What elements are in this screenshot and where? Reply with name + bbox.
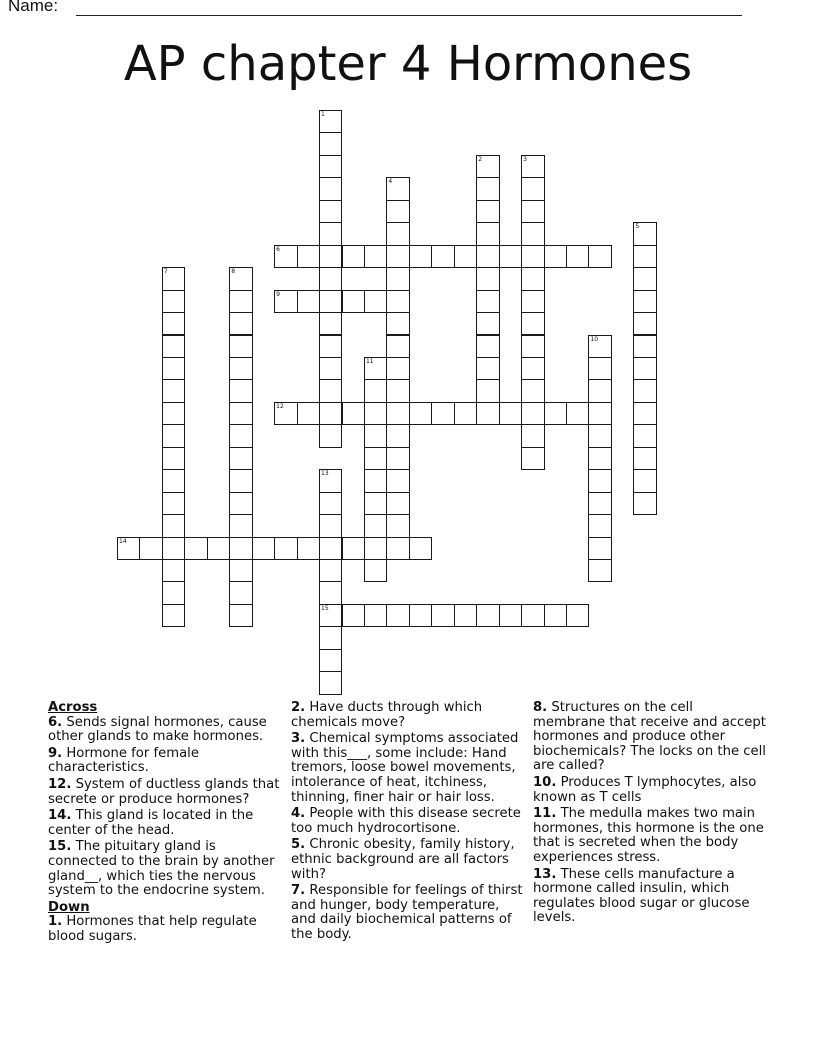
- crossword-cell[interactable]: [521, 245, 544, 268]
- crossword-cell[interactable]: [162, 335, 185, 358]
- clue-text: Chronic obesity, family history, ethnic background are all factors with?: [291, 837, 515, 882]
- crossword-cell[interactable]: [633, 290, 656, 313]
- crossword-cell[interactable]: [386, 537, 409, 560]
- crossword-cell[interactable]: [229, 335, 252, 358]
- crossword-cell[interactable]: [162, 469, 185, 492]
- clue-number: 12.: [48, 776, 72, 792]
- crossword-cell[interactable]: [162, 604, 185, 627]
- crossword-cell[interactable]: [588, 447, 611, 470]
- crossword-cell[interactable]: [364, 604, 387, 627]
- clue-number: 14.: [48, 808, 72, 824]
- crossword-cell[interactable]: [184, 537, 207, 560]
- crossword-cell[interactable]: [521, 357, 544, 380]
- crossword-cell[interactable]: [633, 357, 656, 380]
- crossword-cell[interactable]: [521, 267, 544, 290]
- crossword-cell[interactable]: [162, 537, 185, 560]
- crossword-cell[interactable]: [588, 469, 611, 492]
- crossword-cell[interactable]: [319, 335, 342, 358]
- crossword-cell[interactable]: [476, 604, 499, 627]
- across-heading: Across: [48, 700, 98, 715]
- crossword-cell[interactable]: [162, 559, 185, 582]
- clue-number-label: 9: [276, 290, 280, 298]
- crossword-cell[interactable]: [319, 312, 342, 335]
- crossword-cell[interactable]: [454, 402, 477, 425]
- clue-text: These cells manufacture a hormone called insulin, which regulates blood sugar or glucose levels.: [533, 866, 750, 926]
- crossword-cell[interactable]: [588, 537, 611, 560]
- clue-down-8: [533, 701, 769, 774]
- clue-across-15: [48, 840, 280, 898]
- crossword-cell[interactable]: [431, 402, 454, 425]
- clue-across-9: [48, 747, 280, 776]
- clue-number: 6.: [48, 714, 63, 730]
- crossword-cell[interactable]: [364, 379, 387, 402]
- clue-text: This gland is located in the center of the head.: [48, 808, 254, 838]
- crossword-cell[interactable]: [588, 424, 611, 447]
- page-title: AP chapter 4 Hormones: [123, 36, 693, 92]
- crossword-cell[interactable]: [521, 177, 544, 200]
- clue-text: Responsible for feelings of thirst and hunger, body temperature, and daily biochemical patterns of the body.: [291, 883, 523, 942]
- crossword-cell[interactable]: [521, 335, 544, 358]
- clue-number-label: 1: [321, 111, 325, 118]
- crossword-cell[interactable]: [476, 357, 499, 380]
- crossword-cell[interactable]: [521, 604, 544, 627]
- crossword-cell[interactable]: [476, 245, 499, 268]
- crossword-cell[interactable]: [386, 335, 409, 358]
- crossword-cell[interactable]: [162, 267, 185, 290]
- crossword-cell[interactable]: [386, 492, 409, 515]
- crossword-cell[interactable]: [162, 514, 185, 537]
- crossword-cell[interactable]: [476, 312, 499, 335]
- crossword-cell[interactable]: [364, 357, 387, 380]
- crossword-cell[interactable]: [476, 200, 499, 223]
- clue-down-13: [533, 868, 769, 926]
- crossword-cell[interactable]: [409, 537, 432, 560]
- crossword-cell[interactable]: [386, 245, 409, 268]
- crossword-cell[interactable]: [633, 335, 656, 358]
- crossword-cell[interactable]: [633, 492, 656, 515]
- crossword-cell[interactable]: [229, 357, 252, 380]
- crossword-cell[interactable]: [386, 177, 409, 200]
- clue-number: 3.: [291, 731, 306, 747]
- crossword-cell[interactable]: [229, 604, 252, 627]
- clue-text: Structures on the cell membrane that receive and accept hormones and produce other biochemicals? The locks on the cell are called?: [533, 700, 766, 774]
- crossword-cell[interactable]: [386, 447, 409, 470]
- crossword-cell[interactable]: [319, 626, 342, 649]
- crossword-cell[interactable]: [342, 290, 365, 313]
- crossword-cell[interactable]: [229, 402, 252, 425]
- crossword-cell[interactable]: [162, 581, 185, 604]
- crossword-cell[interactable]: [229, 447, 252, 470]
- clue-text: Chemical symptoms associated with this___, some include: Hand tremors, loose bowel movements, intolerance of heat, itchiness, thinning, finer hair or hair loss.: [291, 731, 519, 805]
- crossword-cell[interactable]: [544, 245, 567, 268]
- clue-number: 5.: [291, 837, 306, 853]
- clue-text: Hormones that help regulate blood sugars.: [48, 914, 257, 944]
- crossword-cell[interactable]: [386, 379, 409, 402]
- crossword-cell[interactable]: [521, 424, 544, 447]
- clue-down-4: [291, 807, 523, 836]
- crossword-cell[interactable]: [633, 222, 656, 245]
- clue-number: 10.: [533, 774, 557, 790]
- crossword-cell[interactable]: [633, 424, 656, 447]
- crossword-cell[interactable]: [499, 604, 522, 627]
- crossword-cell[interactable]: [319, 581, 342, 604]
- clue-text: People with this disease secrete too much hydrocortisone.: [291, 806, 521, 836]
- clue-number-label: 2: [478, 155, 483, 163]
- clue-number-label: 4: [388, 178, 393, 186]
- crossword-cell[interactable]: [319, 469, 342, 492]
- crossword-cell[interactable]: [319, 559, 342, 582]
- crossword-cell[interactable]: [342, 245, 365, 268]
- clue-number: 7.: [291, 883, 306, 899]
- crossword-cell[interactable]: [409, 402, 432, 425]
- clue-across-14: [48, 809, 280, 838]
- crossword-cell[interactable]: [229, 424, 252, 447]
- crossword-cell[interactable]: [633, 379, 656, 402]
- crossword-cell[interactable]: [319, 604, 342, 627]
- clue-text: Have ducts through which chemicals move?: [291, 700, 483, 730]
- crossword-cell[interactable]: [588, 492, 611, 515]
- clue-down-10: [533, 776, 769, 805]
- crossword-cell[interactable]: [588, 559, 611, 582]
- crossword-cell[interactable]: [229, 492, 252, 515]
- crossword-cell[interactable]: [162, 447, 185, 470]
- crossword-cell[interactable]: [521, 312, 544, 335]
- crossword-cell[interactable]: [476, 267, 499, 290]
- crossword-cell[interactable]: [162, 424, 185, 447]
- crossword-cell[interactable]: [229, 267, 252, 290]
- crossword-cell[interactable]: [431, 245, 454, 268]
- crossword-cell[interactable]: [633, 447, 656, 470]
- crossword-cell[interactable]: [139, 537, 162, 560]
- clue-number-label: 8: [231, 268, 236, 276]
- clue-down-2: [291, 701, 523, 730]
- crossword-cell[interactable]: [319, 222, 342, 245]
- clues-column-2: [291, 701, 523, 945]
- crossword-cell[interactable]: [319, 245, 342, 268]
- crossword-cell[interactable]: [588, 245, 611, 268]
- crossword-cell[interactable]: [229, 469, 252, 492]
- clue-text: The medulla makes two main hormones, this hormone is the one that is secreted when the body experiences stress.: [533, 806, 764, 865]
- crossword-cell[interactable]: [229, 581, 252, 604]
- crossword-cell[interactable]: [319, 402, 342, 425]
- crossword-cell[interactable]: [162, 357, 185, 380]
- crossword-cell[interactable]: [364, 402, 387, 425]
- crossword-cell[interactable]: [319, 132, 342, 155]
- clue-text: Hormone for female characteristics.: [48, 745, 199, 776]
- crossword-cell[interactable]: [544, 402, 567, 425]
- crossword-cell[interactable]: [162, 402, 185, 425]
- clues-column-1: [48, 701, 280, 947]
- crossword-cell[interactable]: [386, 514, 409, 537]
- crossword-cell[interactable]: [207, 537, 230, 560]
- crossword-cell[interactable]: [319, 267, 342, 290]
- crossword-cell[interactable]: [588, 379, 611, 402]
- clue-down-1: [48, 915, 280, 944]
- crossword-cell[interactable]: [162, 379, 185, 402]
- clue-number: 13.: [533, 866, 557, 882]
- crossword-cell[interactable]: [544, 604, 567, 627]
- crossword-cell[interactable]: [319, 537, 342, 560]
- crossword-cell[interactable]: [274, 402, 297, 425]
- crossword-cell[interactable]: [476, 222, 499, 245]
- crossword-cell[interactable]: [117, 537, 140, 560]
- crossword-cell[interactable]: [454, 604, 477, 627]
- crossword-cell[interactable]: [297, 537, 320, 560]
- crossword-cell[interactable]: [364, 290, 387, 313]
- crossword-cell[interactable]: [386, 424, 409, 447]
- crossword-cell[interactable]: [476, 335, 499, 358]
- clue-down-3: [291, 732, 523, 805]
- crossword-cell[interactable]: [386, 357, 409, 380]
- crossword-cell[interactable]: [319, 177, 342, 200]
- clue-number: 1.: [48, 914, 63, 930]
- clue-down-7: [291, 884, 523, 942]
- clue-number-label: 12: [276, 402, 284, 410]
- clue-text: The pituitary gland is connected to the brain by another gland__, which ties the nervous system to the endocrine system.: [48, 839, 275, 899]
- crossword-cell[interactable]: [588, 402, 611, 425]
- crossword-cell[interactable]: [364, 514, 387, 537]
- crossword-cell[interactable]: [162, 312, 185, 335]
- crossword-cell[interactable]: [342, 402, 365, 425]
- crossword-cell[interactable]: [521, 222, 544, 245]
- crossword-cell[interactable]: [319, 357, 342, 380]
- clue-down-11: [533, 807, 769, 865]
- crossword-cell[interactable]: [521, 155, 544, 178]
- crossword-cell[interactable]: [319, 514, 342, 537]
- crossword-cell[interactable]: [297, 245, 320, 268]
- crossword-cell[interactable]: [229, 312, 252, 335]
- crossword-cell[interactable]: [319, 155, 342, 178]
- clue-across-12: [48, 778, 280, 807]
- crossword-cell[interactable]: [364, 469, 387, 492]
- clue-down-5: [291, 838, 523, 882]
- clue-number: 2.: [291, 700, 306, 715]
- crossword-cell[interactable]: [476, 379, 499, 402]
- crossword-cell[interactable]: [409, 604, 432, 627]
- crossword-cell[interactable]: [364, 537, 387, 560]
- clue-number: 9.: [48, 745, 63, 761]
- clue-number-label: 6: [276, 245, 280, 253]
- crossword-cell[interactable]: [274, 537, 297, 560]
- crossword-cell[interactable]: [229, 379, 252, 402]
- crossword-cell[interactable]: [386, 402, 409, 425]
- clues-column-3: [533, 701, 769, 928]
- crossword-cell[interactable]: [364, 559, 387, 582]
- clue-text: System of ductless glands that secrete or produce hormones?: [48, 776, 280, 807]
- name-label: Name:: [8, 0, 59, 15]
- crossword-cell[interactable]: [386, 469, 409, 492]
- crossword-cell[interactable]: [252, 537, 275, 560]
- crossword-cell[interactable]: [342, 604, 365, 627]
- crossword-cell[interactable]: [229, 537, 252, 560]
- crossword-cell[interactable]: [386, 200, 409, 223]
- crossword-cell[interactable]: [588, 514, 611, 537]
- crossword-cell[interactable]: [566, 245, 589, 268]
- clue-number-label: 3: [523, 155, 527, 163]
- crossword-cell[interactable]: [499, 402, 522, 425]
- clue-text: Sends signal hormones, cause other glands to make hormones.: [48, 714, 267, 745]
- crossword-cell[interactable]: [521, 290, 544, 313]
- clue-across-6: [48, 716, 280, 745]
- clue-number-label: 10: [590, 335, 599, 343]
- clue-number: 8.: [533, 700, 548, 715]
- crossword-cell[interactable]: [319, 492, 342, 515]
- crossword-cell[interactable]: [319, 379, 342, 402]
- clue-number-label: 11: [365, 357, 374, 365]
- crossword-cell[interactable]: [386, 290, 409, 313]
- crossword-cell[interactable]: [409, 245, 432, 268]
- crossword-cell[interactable]: [319, 649, 342, 672]
- crossword-cell[interactable]: [588, 335, 611, 358]
- clue-number-label: 5: [635, 223, 640, 231]
- crossword-cell[interactable]: [476, 155, 499, 178]
- down-heading: Down: [48, 899, 90, 915]
- crossword-cell[interactable]: [319, 671, 342, 694]
- crossword-cell[interactable]: [566, 402, 589, 425]
- crossword-cell[interactable]: [319, 424, 342, 447]
- crossword-cell[interactable]: [521, 200, 544, 223]
- clue-number-label: 14: [119, 537, 127, 545]
- clue-number: 15.: [48, 839, 72, 855]
- crossword-cell[interactable]: [364, 424, 387, 447]
- crossword-cell[interactable]: [364, 245, 387, 268]
- crossword-cell[interactable]: [274, 245, 297, 268]
- clue-number-label: 13: [321, 470, 329, 478]
- crossword-cell[interactable]: [229, 290, 252, 313]
- crossword-cell[interactable]: [364, 492, 387, 515]
- clue-number: 11.: [533, 806, 557, 822]
- crossword-cell[interactable]: [229, 514, 252, 537]
- crossword-cell[interactable]: [297, 290, 320, 313]
- crossword-cell[interactable]: [386, 312, 409, 335]
- crossword-cell[interactable]: [566, 604, 589, 627]
- crossword-cell[interactable]: [386, 222, 409, 245]
- clue-number: 4.: [291, 806, 306, 822]
- clue-number-label: 15: [321, 604, 329, 612]
- crossword-cell[interactable]: [386, 604, 409, 627]
- crossword-cell[interactable]: [162, 290, 185, 313]
- crossword-cell[interactable]: [588, 357, 611, 380]
- crossword-cell[interactable]: [364, 447, 387, 470]
- crossword-cell[interactable]: [521, 379, 544, 402]
- crossword-cell[interactable]: [633, 469, 656, 492]
- crossword-cell[interactable]: [297, 402, 320, 425]
- crossword-cell[interactable]: [476, 402, 499, 425]
- crossword-cell[interactable]: [319, 200, 342, 223]
- crossword-cell[interactable]: [431, 604, 454, 627]
- crossword-cell[interactable]: [633, 402, 656, 425]
- crossword-cell[interactable]: [476, 177, 499, 200]
- crossword-cell[interactable]: [454, 245, 477, 268]
- clue-text: Produces T lymphocytes, also known as T cells: [533, 774, 757, 805]
- crossword-cell[interactable]: [274, 290, 297, 313]
- crossword-cell[interactable]: [229, 559, 252, 582]
- crossword-cell[interactable]: [319, 110, 342, 133]
- crossword-cell[interactable]: [386, 267, 409, 290]
- crossword-cell[interactable]: [521, 447, 544, 470]
- crossword-cell[interactable]: [633, 312, 656, 335]
- crossword-cell[interactable]: [521, 402, 544, 425]
- crossword-cell[interactable]: [162, 492, 185, 515]
- crossword-cell[interactable]: [476, 290, 499, 313]
- crossword-cell[interactable]: [319, 290, 342, 313]
- crossword-cell[interactable]: [342, 537, 365, 560]
- crossword-cell[interactable]: [633, 245, 656, 268]
- clue-number-label: 7: [163, 268, 168, 276]
- crossword-cell[interactable]: [499, 245, 522, 268]
- crossword-cell[interactable]: [633, 267, 656, 290]
